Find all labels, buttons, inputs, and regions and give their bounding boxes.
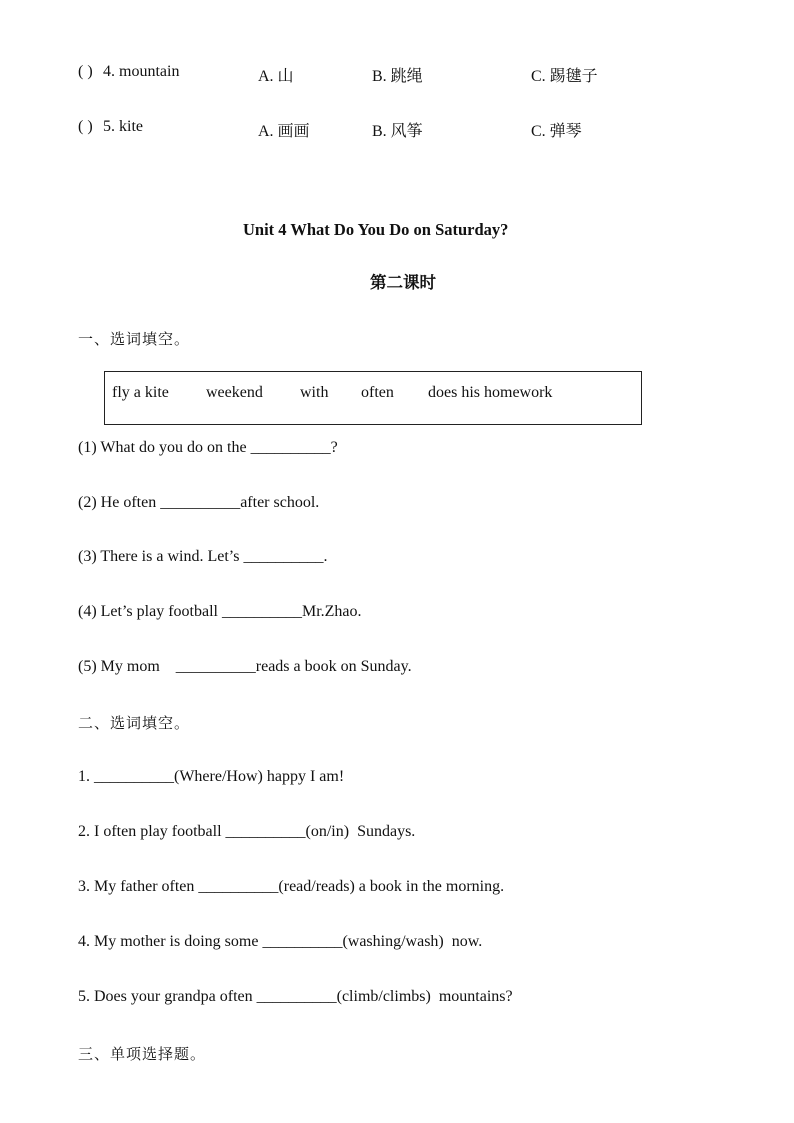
word-bank-item: fly a kite <box>112 384 169 401</box>
question-word: 5. kite <box>103 118 143 135</box>
section1-item-1[interactable]: (1) What do you do on the __________? <box>78 439 338 456</box>
question-word: 4. mountain <box>103 63 180 80</box>
lesson-title: 第二课时 <box>370 273 436 292</box>
word-bank-item: does his homework <box>428 384 553 401</box>
section1-item-4[interactable]: (4) Let’s play football __________Mr.Zhao. <box>78 603 362 620</box>
unit-title: Unit 4 What Do You Do on Saturday? <box>243 220 509 239</box>
word-bank-item: with <box>300 384 329 401</box>
section1-item-2[interactable]: (2) He often __________after school. <box>78 494 320 511</box>
section1-heading: 一、选词填空。 <box>78 330 191 348</box>
section2-item-1[interactable]: 1. __________(Where/How) happy I am! <box>78 768 345 785</box>
section2-item-4[interactable]: 4. My mother is doing some __________(washing/wash) now. <box>78 933 483 950</box>
word-bank-item: weekend <box>206 384 263 401</box>
section2-item-5[interactable]: 5. Does your grandpa often __________(climb/climbs) mountains? <box>78 988 513 1005</box>
option-c: C. 踢毽子 <box>531 68 598 85</box>
option-c: C. 弹琴 <box>531 123 582 140</box>
option-a: A. 画画 <box>258 123 310 140</box>
word-bank <box>104 371 642 425</box>
section2-heading: 二、选词填空。 <box>78 714 191 732</box>
section3-heading: 三、单项选择题。 <box>78 1045 207 1063</box>
option-a: A. 山 <box>258 68 294 85</box>
word-bank-item: often <box>361 384 394 401</box>
option-b: B. 风筝 <box>372 123 423 140</box>
option-b: B. 跳绳 <box>372 68 423 85</box>
answer-blank[interactable]: ( ) <box>78 63 93 80</box>
section1-item-5[interactable]: (5) My mom __________reads a book on Sunday. <box>78 658 412 675</box>
section2-item-3[interactable]: 3. My father often __________(read/reads) a book in the morning. <box>78 878 505 895</box>
section2-item-2[interactable]: 2. I often play football __________(on/in) Sundays. <box>78 823 416 840</box>
answer-blank[interactable]: ( ) <box>78 118 93 135</box>
section1-item-3[interactable]: (3) There is a wind. Let’s __________. <box>78 548 328 565</box>
